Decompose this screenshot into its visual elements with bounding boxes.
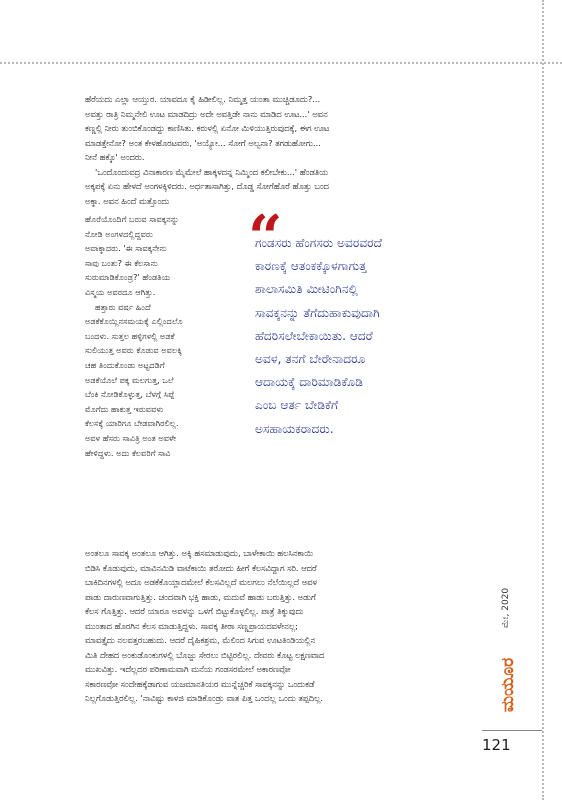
article-bottom [85,546,480,706]
narrow-column [85,212,239,460]
pull-quote-line: ಕಾರಣಕ್ಕೆ ಆತಂಕಕ್ಕೊಳಗಾಗುತ್ತ [255,259,367,274]
paragraph-3 [85,546,480,706]
text-line: ಅಕ್ಕಾ. ಅವನ ಹಿಂದೆ ಮತ್ತೊಂದು [85,195,170,206]
text-line: ಮಾಡತ್ತೇನೋ? ಅಂತ ಕೇಳಹೊರಟವರು, 'ಅಯ್ಯೋ... ಸೋಗೆ ಅಲ್ವನಾ? ತಗಡುಹೋಗು... [85,137,321,148]
magazine-logo [497,640,519,730]
text-line: ಬಿಡಿಸಿ ಕೊಡುವುದು, ಮಾವಿನಮಿಡಿ ವಾಟೆಕಾಯಿ ತರೋದು ಹೀಗೆ ಕೆಲಸವಿದ್ದಾಗ ಸರಿ. ಆದರೆ [85,562,317,573]
text-line: 'ಒಂದೊಂದುವದ್ರ ವಿನಾಕಾರಣ ಮೈಮೇಲೆ ಹಾಕ್ಕಳದನ್ನ ನಿಮ್ಮಿಂದ ಕಲೀಬೇಕು...' ಹೆಂಡತಿಯ [95,166,329,177]
text-line: ಸುರುಮಾಡಿಕೊಂಡ್ರ?' ಹೆಂಡತಿಯ [85,272,171,283]
text-line: ಬಾಕಿದಿನಗಳಲ್ಲಿ ಅದೂ ಅಡಕೆಕೊಯ್ಲಾದಮೇಲೆ ಕೆಲಸವಿಲ್ಲದೆ ಮಲಗಲು ನೆಲೆಯಿಲ್ಲದೆ ಅವಳ [85,577,318,587]
text-line: ಚಹ ತಿಂದುಕೊಂಡು ಅಟ್ಟದಡಿಗೆ [85,359,165,370]
text-line: ಸಾವು ಬಂತು? ಈ ಕೆಲಸಾನು [85,257,158,268]
quote-mark-icon: “ [248,203,283,273]
text-line: ಅಕ್ಕಪಕ್ಕೆ ಏನು ಹೇಳದೆ ಅಂಗಳಕ್ಕಿಳಿದರು. ಅರ್ಧತಾಸಾಗಿತ್ತು, ದೊಡ್ಡ ಸೋಗೆಹೊರೆ ಹೊತ್ತು ಬಂದ [85,181,329,191]
text-line: ಮಿತಿ ದೇಹದ ಅಂಕುಡೊಂಕುಗಳಲ್ಲಿ ಬೊಜ್ಜು ಸೇರಲು ಬಿಟ್ಟಿರಲಿಲ್ಲ. ದೇವರು ಕೊಟ್ಟ ಲಕ್ಷಣವಾದ [85,649,325,660]
text-line: ಅಡಕೆಯೊಲೆ ಪಕ್ಕ ಮಲಗುತ್ತ, ಒಲೆ [85,374,174,385]
pull-quote-line: ಹೆದರಿಸಲೇಬೇಕಾಯಿತು. ಆದರೆ [255,328,373,343]
text-line: ಕೆಲಸ ಗೊತ್ತಿತ್ತು. ಆದರೆ ಯಾರೂ ಅವಳನ್ನು ಒಳಗೆ ಬಿಟ್ಟುಕೊಳ್ಳಲಿಲ್ಲ. ಪಾತ್ರೆ ತಿಕ್ಕುವುದು [85,606,304,616]
text-line: ಅವಾಕ್ಕಾದರು. 'ಈ ಸಾವಕ್ಕನೇನು [85,243,167,254]
pull-quote-line: ಎಂಬ ಆರ್ತ ಬೇಡಿಕೆಗೆ [255,398,339,413]
article-top [85,92,480,208]
text-line: ಮೊಗೆದು ಹಾಕುತ್ತ ಇರುವವಳು [85,403,164,414]
pull-quote-line: ಅವಳ, ತನಗೆ ಬೇರೇನಾದರೂ [255,352,366,367]
pull-quote [248,203,477,441]
text-line: ಬಂದಳು. ಸುತ್ತಲ ಹಳ್ಳಿಗಳಲ್ಲಿ ಅಡಕೆ [85,330,175,341]
text-line: ಕಣ್ಣಲ್ಲಿ ನೀರು ತುಂಬಿಕೊಂಡದ್ದು ಕಾಣಿಸಿತು. ಕರುಳಲ್ಲಿ ಏನೋ ಮಿಳಿಯುತ್ತಿರುವುದಕ್ಕೆ, ಈಗ ಊಟ [85,123,330,133]
text-line: ಸುಲಿಯುತ್ತ ಅವರು ಕೊಡುವ ಅವಲಕ್ಕಿ [85,345,182,356]
pull-quote-line: ಅಸಹಾಯಕರಾದರು. [255,421,334,436]
page-number: 121 [482,736,511,754]
column-text [85,212,239,460]
text-line: ನೀನೆ ಹಕ್ಕೊ' ಅಂದರು. [85,152,145,162]
mayura-logo-icon [497,640,519,730]
pull-quote-line: ಆದಾಯಕ್ಕೆ ದಾರಿಮಾಡಿಕೊಡಿ [255,375,363,390]
text-line: ಅವತ್ತು ರಾತ್ರಿ ನಿಮ್ಮನೇಲಿ ಊಟ ಮಾಡದಿದ್ರು ಅದೇ ಅವತ್ತಿಡೇ ನಾನು ಮಾಡಿದ ಊಟ...' ಅವನ [85,108,328,119]
text-line: ಮುಂತಾದ ಹೊರಗಿನ ಕೆಲಸ ಮಾಡುತ್ತಿದ್ದಳು. ಸಾವಕ್ಕ ತೀರಾ ಸಣ್ಣಪ್ರಾಯದವಳೇನಲ್ಲ; [85,620,298,631]
text-line: ಕೆಲಸಕ್ಕೆ ಯಾರಿಗೂ ಬೇಡವಾಗಿರಲಿಲ್ಲ. [85,418,179,429]
top-dotted-rule [0,62,562,64]
text-line: ಮಾವತ್ತೈದು ನಲವತ್ತರಬಹುದು. ಆದರೆ ದೈಹಿಕಶ್ರಮ, ಮೆಲಿಂದ ಸಿಗುವ ಊಟತಿಂಡಿಯಲ್ಲಿನ [85,635,316,645]
text-line: ಹೆರೆಯದು ಎಲ್ಲಾ ಆಯ್ತುರ. ಯಾವದೂ ಕೈ ಹಿಡೀಲಿಲ್ಲ. ನಿಮ್ಮತ್ತ ಯಂತಾ ಮುಚ್ಚಿಡೂದು?... [85,94,321,104]
issue-date: ಮೇ, 2020 [501,587,511,628]
paragraph-1 [85,92,480,165]
text-line: ಹೊರೆಯೊಂದಿಗೆ ಬರುವ ಸಾವಕ್ಕನನ್ನು [85,214,180,224]
text-line: ಮುಖವಿತ್ತು. ಇದೆಲ್ಲದರ ಪರಿಣಾಮವಾಗಿ ಮನೆಯ ಗಂಡಸರಮೇಲೆ ಅಕಾರಣವೋ [85,664,291,674]
pull-quote-line: ಸಾವಕ್ಕನನ್ನು ತೆಗೆದುಹಾಕುವುದಾಗಿ [255,305,380,320]
paragraph-2 [85,165,480,180]
svg-text:ಮಯೂರ: ಮಯೂರ [498,657,518,713]
text-line: ಬೆಂಕಿ ನೋಡಿಕೊಳ್ಳುತ್ತ, ಬೆಳಗ್ಗೆ ಸಿಪ್ಪೆ [85,389,175,400]
text-line: ಅಡಕೆಕೊಯ್ಲಿನಸಮಯಕ್ಕೆ ಎಲ್ಲಿಂದಲೊ [85,316,183,327]
text-line: ಪಾಡು ದಾರುಣವಾಗುತ್ತಿತ್ತು. ಚಂದವಾಗಿ ಭಕ್ತಿ ಹಾಡು, ಮದುವೆ ಹಾಡು ಬರುತ್ತಿತ್ತು. ಅಡುಗೆ [85,591,316,602]
text-line: ಹತ್ತಾರು ವರ್ಷ ಹಿಂದೆ [95,301,151,312]
text-line: ಅವಳ ಹೆಸರು ಸಾವಿತ್ರಿ ಅಂತ ಅವಳೇ [85,432,177,443]
text-line: ನೋಡಿ ಅಂಗಳದಲ್ಲಿದ್ದವರು [85,228,153,239]
folio-rule [482,730,542,731]
text-line: ನಿಲ್ಲಗೊಡುತ್ತಿರಲಿಲ್ಲ. 'ನಾವಿಷ್ಟು ಕಾಳಜಿ ಮಾಡಿಕೊಂಡ್ರು ವಾತ ಪಿತ್ತ ಒಂದಲ್ಲ ಒಂದು ತಪ್ಪದಿಲ್ಲ. [85,693,324,703]
right-dotted-rule [542,0,544,800]
text-line: ವಿಸ್ಮಯ ಅವರದೂ ಆಗಿತ್ತು. [85,286,156,297]
text-line: ಸಕಾರಣವೋ ಸಂದೇಹಕ್ಕೆಡಾಗುವ ಯಜಮಾನತಿಯರ ಮುನ್ನೆಚ್ಚರಿಕೆ ಸಾವಕ್ಕನನ್ನು ಒಂದುಕಡೆ [85,678,315,689]
text-line: ಅಂತಲೂ ಸಾವಕ್ಕ ಅಂತಲೂ ಆಗಿತ್ತು. ಅಕ್ಕಿ ಹಸಮಾಡುವುದು, ಬಾಳೇಕಾಯಿ ಹಲಸಿನಕಾಯಿ [85,548,314,558]
pull-quote-line: ಗಂಡಸರು ಹೆಂಗಸರು ಅವರವರದೆ [255,236,382,250]
pull-quote-line: ಶಾಲಾಸಮಿತಿ ಮೀಟಿಂಗಿನಲ್ಲಿ [255,282,358,297]
text-line: ಹೇಳಿದ್ದಳು. ಅದು ಕೆಲವರಿಗೆ ಸಾವಿ [85,447,171,458]
